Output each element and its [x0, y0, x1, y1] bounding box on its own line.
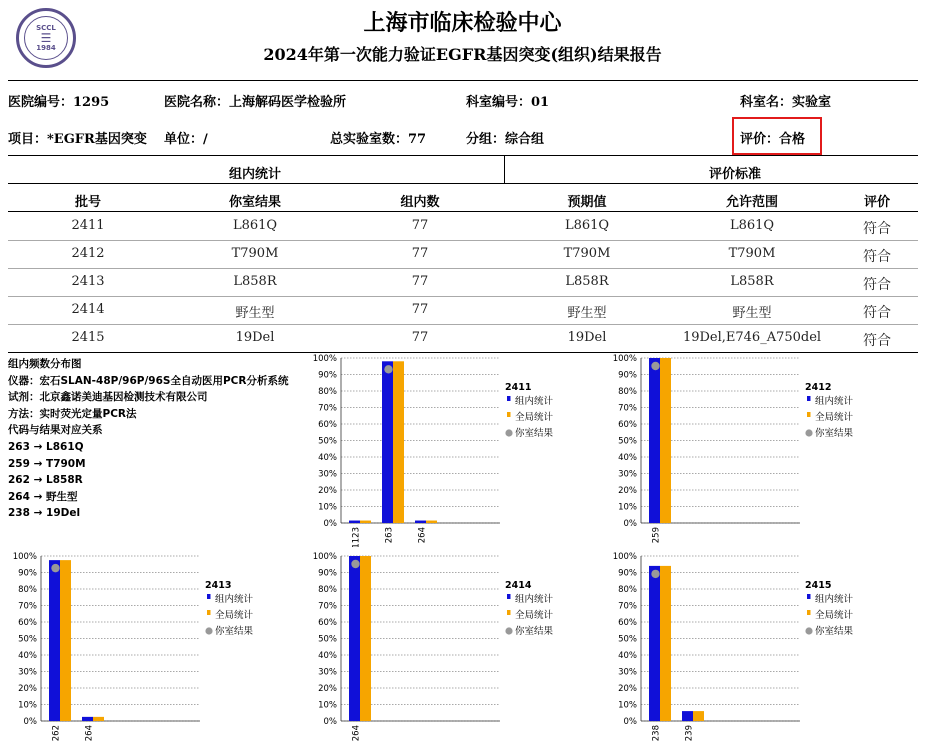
logo-text-bottom: 1984 [36, 44, 56, 52]
cell-expected: 19Del [567, 330, 607, 345]
legend-swatch [505, 429, 512, 436]
legend-swatch [805, 429, 812, 436]
header-divider [8, 80, 918, 81]
y-tick-label: 60% [618, 618, 637, 628]
legend-swatch [507, 412, 511, 417]
legend-swatch [807, 396, 811, 401]
cell-batch: 2414 [71, 302, 105, 317]
y-tick-label: 50% [618, 634, 637, 645]
cell-your-result: 野生型 [235, 306, 275, 321]
y-tick-label: 50% [618, 436, 637, 447]
chart-title: 2415 [805, 580, 832, 591]
bar-group [82, 717, 93, 721]
y-tick-label: 80% [18, 585, 37, 595]
hospital-id: 医院编号：1295 [8, 95, 110, 110]
cell-group-count: 77 [411, 218, 429, 233]
cell-expected: T790M [563, 246, 611, 261]
cell-evaluation: 符合 [863, 221, 891, 237]
bar-global [693, 711, 704, 721]
cell-your-result: 19Del [235, 330, 275, 345]
col-header-batch: 批号 [74, 195, 101, 210]
y-tick-label: 10% [618, 502, 637, 513]
y-tick-label: 90% [318, 568, 337, 579]
legend-swatch [507, 610, 511, 615]
y-tick-label: 10% [618, 700, 637, 711]
subheader-line [8, 183, 918, 184]
row-divider [8, 268, 918, 269]
col-header-allowed-range: 允许范围 [725, 195, 778, 210]
y-tick-label: 20% [18, 684, 37, 694]
cell-allowed-range: 野生型 [732, 306, 772, 321]
y-tick-label: 10% [18, 700, 37, 711]
chart-svg [305, 350, 605, 547]
y-tick-label: 0% [323, 717, 337, 727]
info-line: 259 → T790M [8, 457, 86, 470]
bar-global [360, 556, 371, 721]
info-line: 仪器：宏石SLAN-48P/96P/96S全自动医用PCR分析系统 [8, 374, 289, 387]
y-tick-label: 70% [618, 403, 637, 414]
y-tick-label: 30% [618, 469, 637, 480]
y-tick-label: 40% [318, 453, 337, 463]
y-tick-label: 30% [18, 667, 37, 678]
chart-2411 [305, 350, 605, 551]
y-tick-label: 100% [612, 552, 637, 562]
legend-swatch [207, 610, 211, 615]
cell-evaluation: 符合 [863, 277, 891, 293]
bar-group [349, 556, 360, 721]
chart-svg [605, 350, 905, 547]
report-title: 上海市临床检验中心 [363, 10, 562, 36]
chart-title: 2414 [505, 580, 532, 591]
bar-group [382, 361, 393, 523]
legend-label: 全局统计 [815, 412, 854, 423]
cell-your-result: L861Q [232, 218, 278, 233]
y-tick-label: 60% [318, 420, 337, 430]
y-tick-label: 0% [623, 519, 637, 529]
x-tick-label: 262 [51, 725, 62, 742]
y-tick-label: 70% [618, 601, 637, 612]
dept-id: 科室编号：01 [466, 95, 550, 110]
bar-global [660, 358, 671, 523]
dept-name: 科室名：实验室 [740, 95, 832, 110]
report-subtitle: 2024年第一次能力验证EGFR基因突变(组织)结果报告 [263, 45, 662, 64]
bar-group [649, 358, 660, 523]
your-lab-marker [51, 564, 59, 572]
y-tick-label: 90% [318, 370, 337, 381]
legend-label: 你室结果 [815, 626, 854, 637]
y-tick-label: 100% [312, 552, 337, 562]
bar-group [415, 521, 426, 523]
bar-group [349, 521, 360, 523]
legend-label: 你室结果 [515, 428, 554, 439]
y-tick-label: 20% [618, 486, 637, 496]
chart-title: 2412 [805, 382, 832, 393]
legend-swatch [205, 627, 212, 634]
y-tick-label: 70% [318, 403, 337, 414]
legend-label: 全局统计 [515, 610, 554, 621]
legend-swatch [807, 594, 811, 599]
y-tick-label: 40% [618, 651, 637, 661]
y-tick-label: 30% [618, 667, 637, 678]
y-tick-label: 90% [618, 370, 637, 381]
y-tick-label: 30% [318, 667, 337, 678]
logo-mark: ☰ [40, 31, 52, 45]
chart-2415 [605, 548, 905, 749]
legend-label: 全局统计 [815, 610, 854, 621]
group-stats-header: 组内统计 [228, 167, 281, 182]
total-labs: 总实验室数：77 [330, 132, 427, 147]
your-lab-marker [651, 570, 659, 578]
cell-allowed-range: L861Q [729, 218, 775, 233]
test-item: 项目：*EGFR基因突变 [8, 132, 147, 147]
bar-global [60, 560, 71, 721]
cell-batch: 2411 [71, 218, 105, 233]
chart-2413 [5, 548, 305, 749]
table-top-line [8, 155, 918, 156]
cell-batch: 2413 [71, 274, 105, 289]
y-tick-label: 50% [18, 634, 37, 645]
y-tick-label: 40% [318, 651, 337, 661]
evaluation-highlight-box [732, 117, 822, 155]
bar-group [682, 711, 693, 721]
y-tick-label: 50% [318, 634, 337, 645]
y-tick-label: 40% [618, 453, 637, 463]
cell-group-count: 77 [411, 302, 429, 317]
bar-global [393, 361, 404, 523]
hospital-name: 医院名称：上海解码医学检验所 [164, 95, 347, 110]
col-header-evaluation: 评价 [863, 195, 890, 210]
cell-group-count: 77 [411, 246, 429, 261]
y-tick-label: 80% [318, 585, 337, 595]
cell-group-count: 77 [411, 330, 429, 345]
y-tick-label: 10% [318, 700, 337, 711]
y-tick-label: 90% [18, 568, 37, 579]
bar-group [49, 560, 60, 721]
legend-label: 组内统计 [515, 594, 554, 605]
row-divider [8, 296, 918, 297]
col-header-expected: 预期值 [567, 195, 607, 210]
info-line: 方法：实时荧光定量PCR法 [8, 407, 137, 420]
legend-label: 组内统计 [215, 594, 254, 605]
y-tick-label: 60% [18, 618, 37, 628]
header-separator [504, 155, 505, 183]
chart-2412 [605, 350, 905, 551]
cell-allowed-range: T790M [728, 246, 776, 261]
col-header-your-result: 你室结果 [228, 195, 281, 210]
x-tick-label: 264 [417, 527, 428, 544]
y-tick-label: 60% [318, 618, 337, 628]
cell-evaluation: 符合 [863, 305, 891, 321]
y-tick-label: 90% [618, 568, 637, 579]
cell-your-result: L858R [233, 274, 277, 289]
y-tick-label: 100% [312, 354, 337, 364]
info-line: 238 → 19Del [8, 507, 81, 520]
cell-expected: 野生型 [567, 306, 607, 321]
bar-global [660, 566, 671, 721]
y-tick-label: 40% [18, 651, 37, 661]
cell-allowed-range: 19Del,E746_A750del [682, 330, 822, 345]
info-line: 264 → 野生型 [8, 490, 78, 503]
x-tick-label: 1123 [351, 527, 362, 547]
unit: 单位：/ [164, 132, 208, 147]
chart-title: 2411 [505, 382, 532, 393]
legend-label: 组内统计 [515, 396, 554, 407]
legend-label: 组内统计 [815, 594, 854, 605]
bar-global [360, 521, 371, 523]
criteria-header: 评价标准 [708, 167, 761, 182]
cell-expected: L858R [565, 274, 609, 289]
legend-swatch [505, 627, 512, 634]
col-header-group-count: 组内数 [400, 195, 440, 210]
legend-swatch [807, 412, 811, 417]
legend-swatch [207, 594, 211, 599]
legend-label: 你室结果 [215, 626, 254, 637]
info-line: 组内频数分布图 [8, 358, 82, 370]
cell-evaluation: 符合 [863, 249, 891, 265]
evaluation: 评价：合格 [740, 132, 806, 147]
chart-svg [605, 548, 905, 745]
cell-allowed-range: L858R [730, 274, 774, 289]
y-tick-label: 70% [18, 601, 37, 612]
legend-label: 全局统计 [215, 610, 254, 621]
y-tick-label: 60% [618, 420, 637, 430]
y-tick-label: 80% [618, 585, 637, 595]
legend-label: 全局统计 [515, 412, 554, 423]
chart-title: 2413 [205, 580, 232, 591]
cell-batch: 2412 [71, 246, 105, 261]
info-line: 262 → L858R [8, 474, 83, 487]
bar-global [93, 717, 104, 721]
y-tick-label: 0% [323, 519, 337, 529]
legend-label: 你室结果 [515, 626, 554, 637]
y-tick-label: 30% [318, 469, 337, 480]
y-tick-label: 20% [318, 684, 337, 694]
y-tick-label: 10% [318, 502, 337, 513]
legend-label: 组内统计 [815, 396, 854, 407]
legend-swatch [507, 396, 511, 401]
bar-group [649, 566, 660, 721]
cell-your-result: T790M [231, 246, 279, 261]
x-tick-label: 263 [384, 527, 395, 544]
y-tick-label: 70% [318, 601, 337, 612]
cell-expected: L861Q [564, 218, 610, 233]
info-line: 263 → L861Q [8, 440, 84, 453]
y-tick-label: 20% [618, 684, 637, 694]
columns-line [8, 211, 918, 212]
distribution-info [8, 356, 288, 522]
cell-batch: 2415 [71, 330, 105, 345]
cell-evaluation: 符合 [863, 333, 891, 349]
legend-swatch [507, 594, 511, 599]
x-tick-label: 264 [351, 725, 362, 742]
chart-svg [5, 548, 305, 745]
your-lab-marker [384, 365, 392, 373]
row-divider [8, 324, 918, 325]
legend-swatch [807, 610, 811, 615]
your-lab-marker [351, 560, 359, 568]
x-tick-label: 264 [84, 725, 95, 742]
x-tick-label: 239 [684, 725, 695, 742]
y-tick-label: 80% [318, 387, 337, 397]
cell-group-count: 77 [411, 274, 429, 289]
group: 分组：综合组 [466, 132, 545, 147]
y-tick-label: 20% [318, 486, 337, 496]
bar-global [426, 521, 437, 523]
your-lab-marker [651, 362, 659, 370]
y-tick-label: 100% [612, 354, 637, 364]
logo-text-top: SCCL [36, 24, 56, 32]
y-tick-label: 0% [623, 717, 637, 727]
y-tick-label: 0% [23, 717, 37, 727]
chart-svg [305, 548, 605, 745]
chart-2414 [305, 548, 605, 749]
info-line: 代码与结果对应关系 [8, 424, 103, 437]
y-tick-label: 80% [618, 387, 637, 397]
x-tick-label: 259 [651, 527, 662, 544]
y-tick-label: 50% [318, 436, 337, 447]
row-divider [8, 240, 918, 241]
info-line: 试剂：北京鑫诺美迪基因检测技术有限公司 [8, 391, 208, 404]
y-tick-label: 100% [12, 552, 37, 562]
legend-label: 你室结果 [815, 428, 854, 439]
legend-swatch [805, 627, 812, 634]
x-tick-label: 238 [651, 725, 662, 742]
